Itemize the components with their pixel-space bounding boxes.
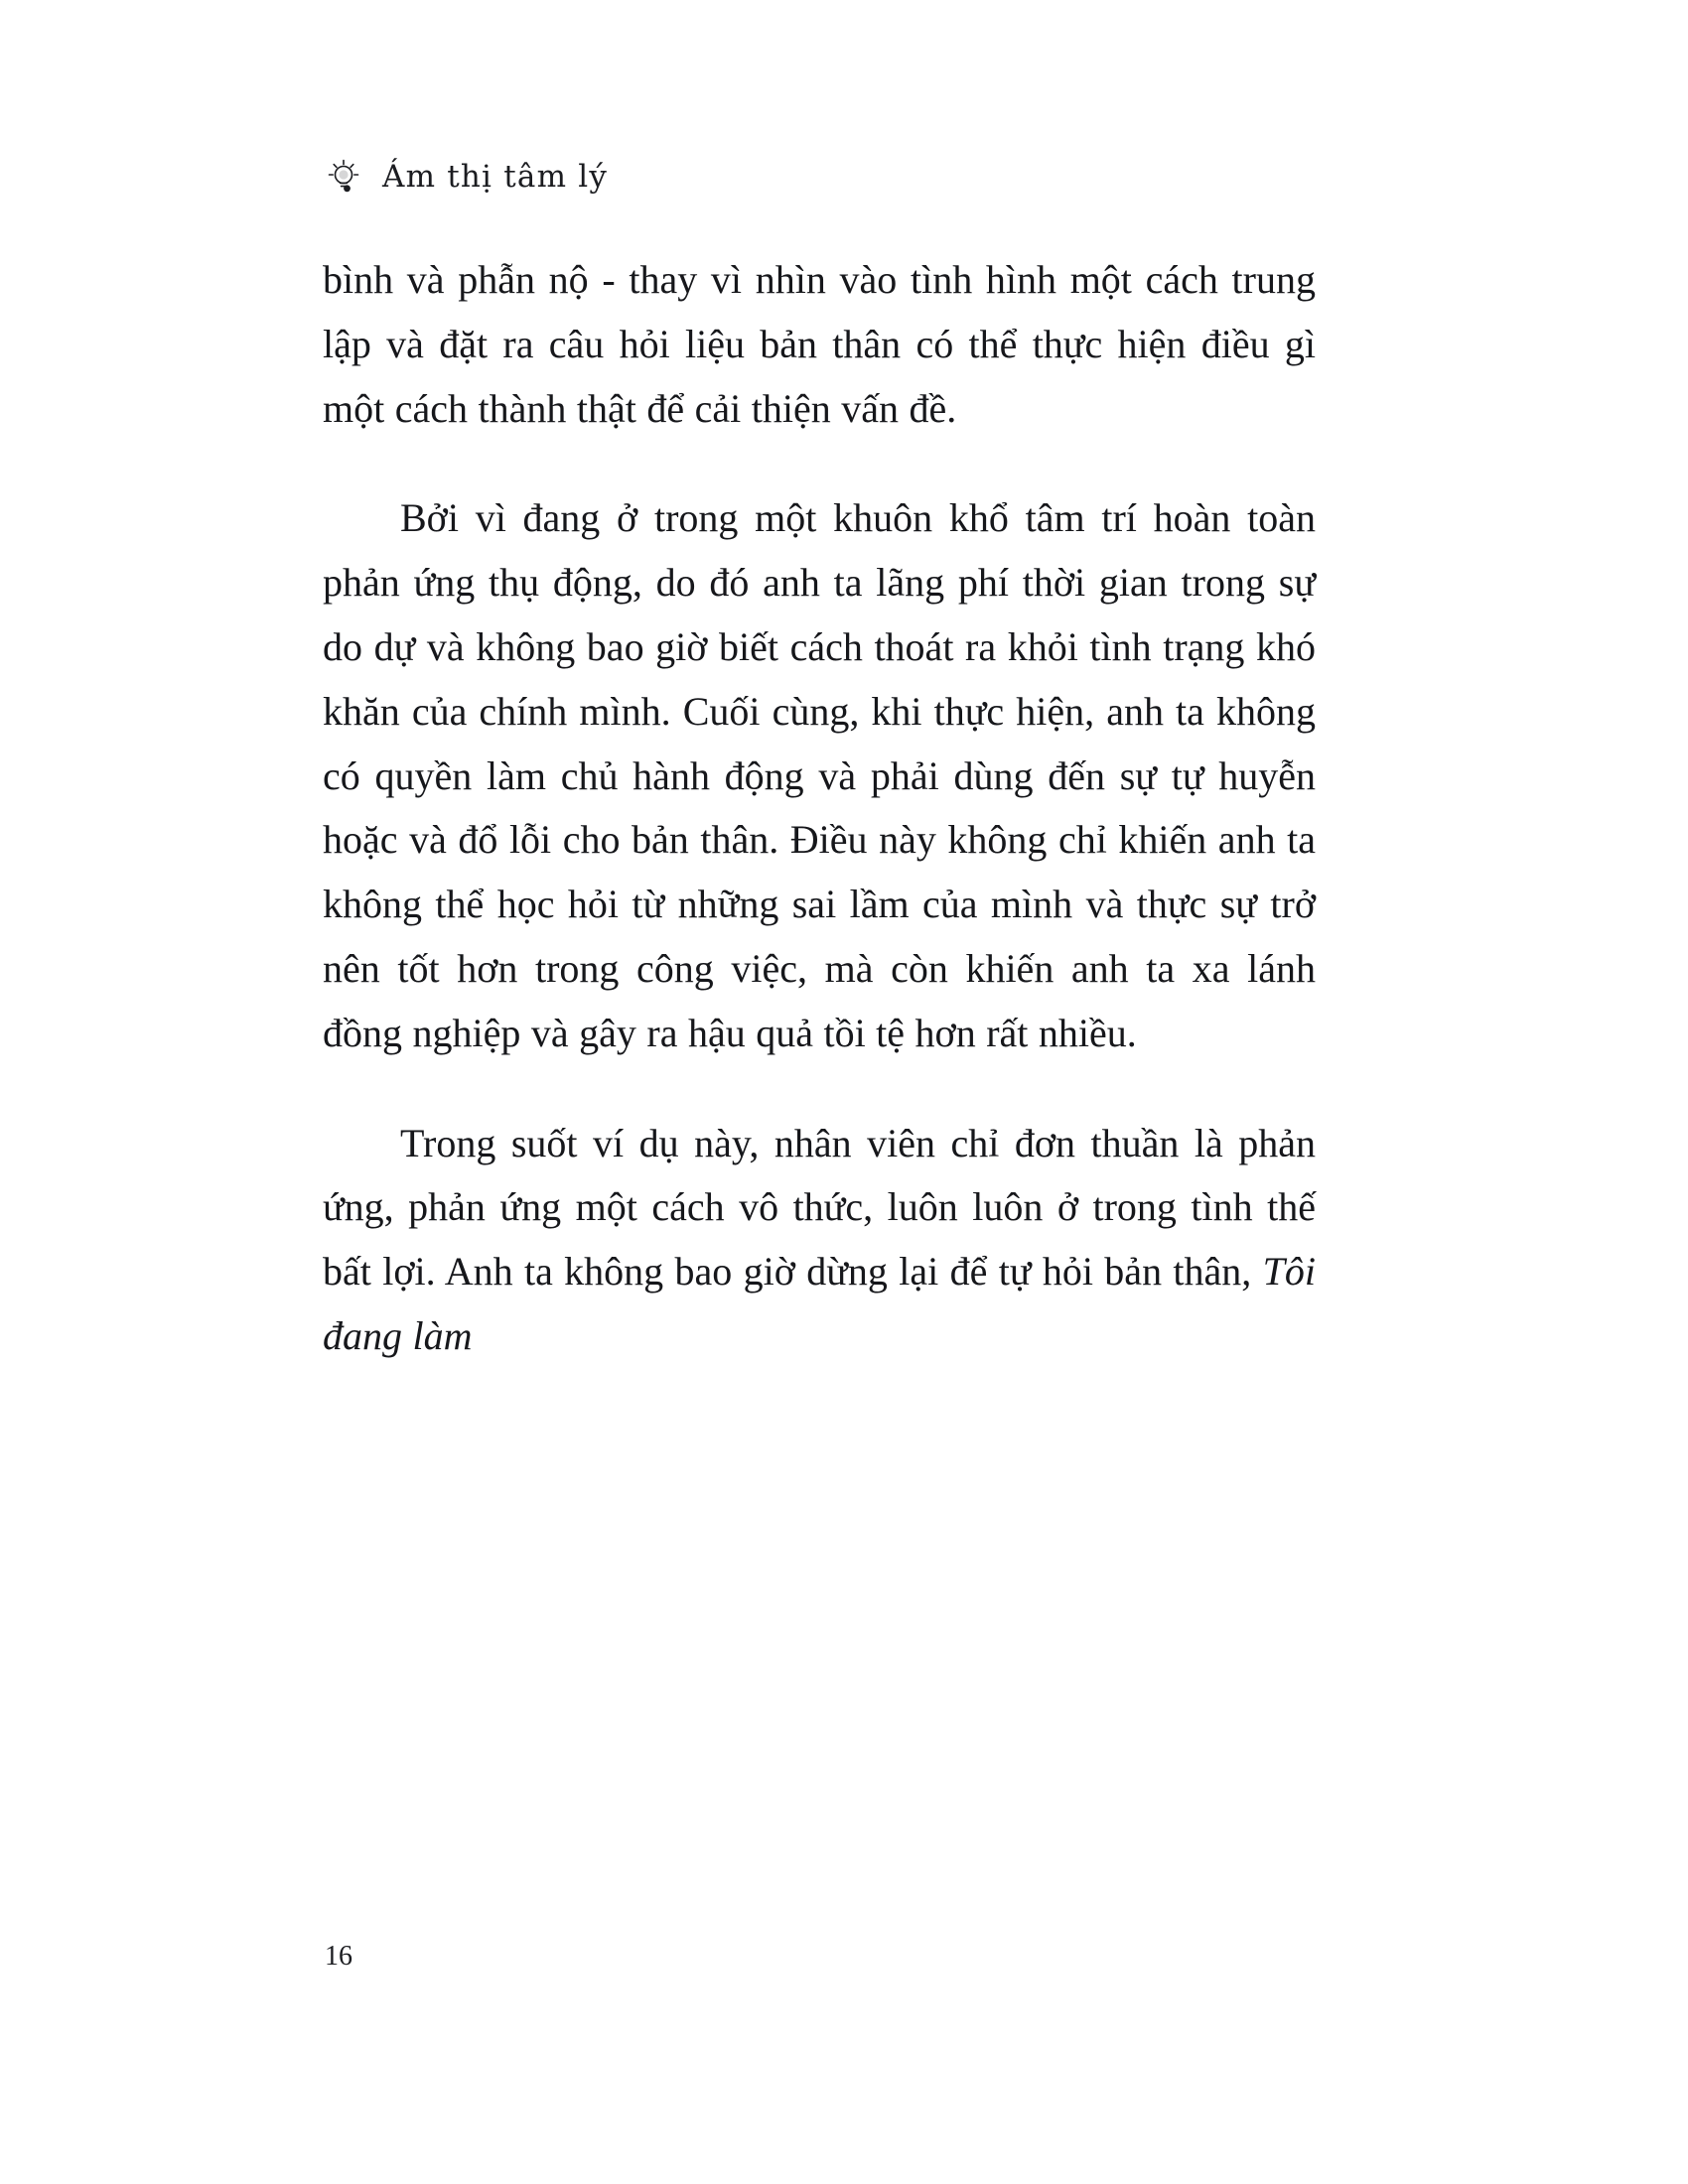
running-header bbox=[323, 147, 608, 206]
page-body bbox=[323, 248, 1316, 1369]
paragraph-3-text: Trong suốt ví dụ này, nhân viên chỉ đơn thuần là phản ứng, phản ứng một cách vô thức, luôn luôn ở trong tình thế bất lợi. Anh ta không bao giờ dừng lại để tự hỏi bản thân, bbox=[323, 1120, 1316, 1295]
paragraph-1: bình và phẫn nộ - thay vì nhìn vào tình hình một cách trung lập và đặt ra câu hỏi liệu bản thân có thể thực hiện điều gì một cách thành thật để cải thiện vấn đề. bbox=[323, 257, 1316, 431]
paragraph-2: Bởi vì đang ở trong một khuôn khổ tâm trí hoàn toàn phản ứng thụ động, do đó anh ta lãng phí thời gian trong sự do dự và không bao giờ biết cách thoát ra khỏi tình trạng khó khăn của chính mình. Cuối cùng, khi thực hiện, anh ta không có quyền làm chủ hành động và phải dùng đến sự tự huyễn hoặc và đổ lỗi cho bản thân. Điều này không chỉ khiến anh ta không thể học hỏi từ những sai lầm của mình và thực sự trở nên tốt hơn trong công việc, mà còn khiến anh ta xa lánh đồng nghiệp và gây ra hậu quả tồi tệ hơn rất nhiều. bbox=[323, 495, 1316, 1055]
paragraph-3 bbox=[323, 1112, 1316, 1369]
header-title: Ám thị tâm lý bbox=[382, 159, 609, 195]
page-number: 16 bbox=[325, 1941, 352, 1972]
lightbulb-icon bbox=[323, 155, 366, 199]
paragraph-3-italic-phrase: Tôi đang làm bbox=[323, 1249, 1316, 1358]
